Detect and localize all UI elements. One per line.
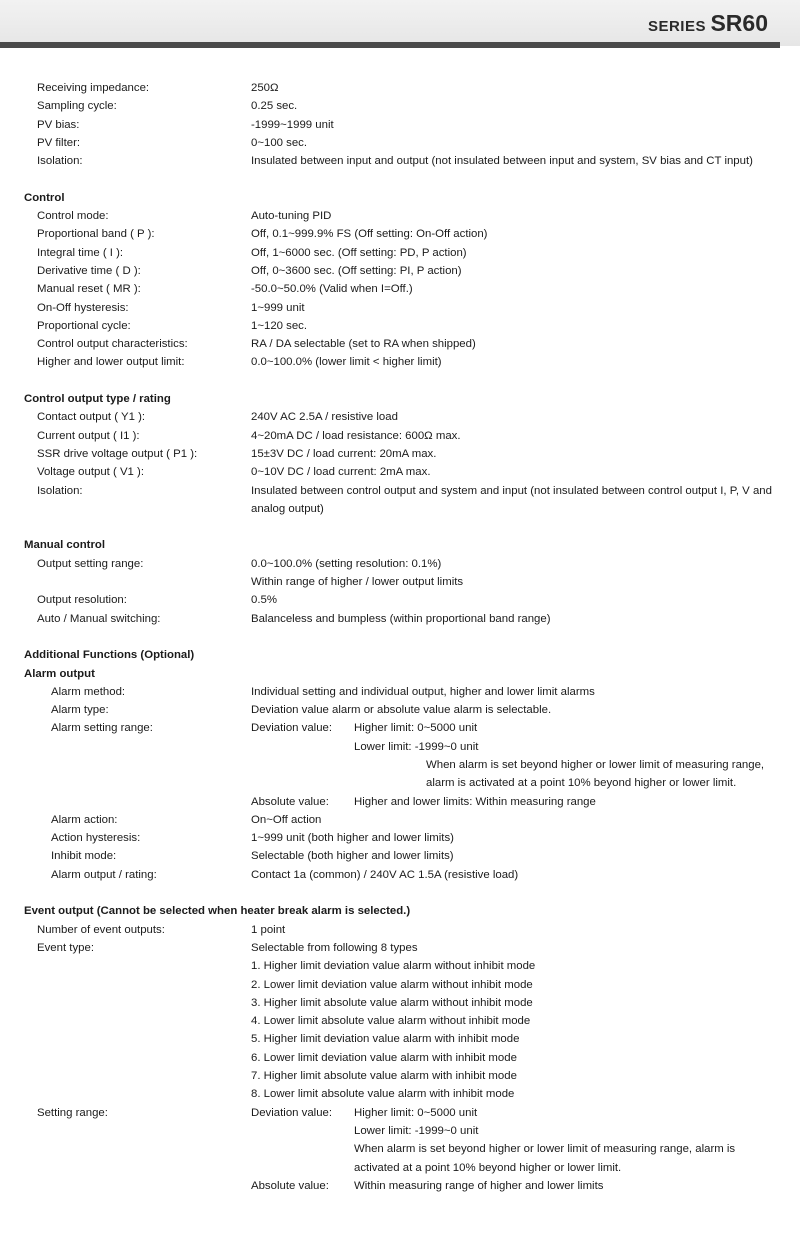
spec-label: Auto / Manual switching: [37,612,161,625]
spec-value: RA / DA selectable (set to RA when shipped) [251,338,476,351]
spec-value [251,555,800,592]
absolute-key: Absolute value: [251,795,329,808]
event-type-item: 7. Higher limit absolute value alarm with inhibit mode [251,1070,517,1083]
spec-label: Contact output ( Y1 ): [37,411,146,424]
event-type-item: 8. Lower limit absolute value alarm with inhibit mode [251,1088,515,1101]
alarm-note: alarm is activated at a point 10% beyond higher or lower limit. [426,777,737,790]
deviation-low: Lower limit: -1999~0 unit [354,1124,479,1137]
spec-label: Setting range: [37,1106,108,1119]
spec-value: Selectable (both higher and lower limits) [251,850,454,863]
spec-row [0,847,800,865]
spec-value: Contact 1a (common) / 240V AC 1.5A (resistive load) [251,868,519,881]
spec-value: Insulated between input and output (not insulated between input and system, SV bias and CT input) [251,155,753,168]
spec-label: Higher and lower output limit: [37,356,185,369]
spec-row [0,1104,800,1195]
spec-label: PV bias: [37,118,80,131]
spec-row [0,262,800,280]
spec-row [0,866,800,884]
spec-row [0,116,800,134]
spec-row [0,408,800,426]
event-type-item: 5. Higher limit deviation value alarm with inhibit mode [251,1033,520,1046]
deviation-low: Lower limit: -1999~0 unit [354,740,479,753]
event-note: When alarm is set beyond higher or lower limit of measuring range, alarm is activated at a point 10% beyond higher or lower limit. [354,1143,736,1174]
spec-value: 0.25 sec. [251,100,298,113]
spec-row [0,701,800,719]
event-type-item: 6. Lower limit deviation value alarm with inhibit mode [251,1051,517,1064]
spec-value: 4~20mA DC / load resistance: 600Ω max. [251,429,461,442]
spec-label: Alarm method: [51,685,126,698]
spec-label: Voltage output ( V1 ): [37,466,145,479]
spec-row [0,152,800,170]
spec-value: 0~100 sec. [251,136,308,149]
spec-value-line: Within range of higher / lower output limits [251,576,464,589]
spec-row [0,427,800,445]
spec-value [251,1104,800,1195]
spec-label: Current output ( I1 ): [37,429,140,442]
spec-row [0,719,800,810]
header-rule [0,42,780,48]
alarm-note: When alarm is set beyond higher or lower limit of measuring range, [426,758,765,771]
spec-value: Off, 0.1~999.9% FS (Off setting: On-Off action) [251,228,488,241]
spec-value: 0~10V DC / load current: 2mA max. [251,466,431,479]
spec-label: Alarm action: [51,813,118,826]
event-type-item: 1. Higher limit deviation value alarm without inhibit mode [251,960,536,973]
spec-row [0,225,800,243]
spec-row [0,207,800,225]
spec-value: -1999~1999 unit [251,118,334,131]
spec-label: Proportional band ( P ): [37,228,155,241]
spec-content [0,79,800,1195]
absolute-value: Within measuring range of higher and lower limits [354,1179,604,1192]
event-type-item: 4. Lower limit absolute value alarm without inhibit mode [251,1015,531,1028]
spec-value: -50.0~50.0% (Valid when I=Off.) [251,283,413,296]
spec-value: 15±3V DC / load current: 20mA max. [251,447,437,460]
series-model: SR60 [710,10,768,36]
section-heading-control: Control [24,191,65,204]
spec-row [0,299,800,317]
spec-label: Alarm setting range: [51,722,153,735]
absolute-subrow [251,1177,778,1195]
spec-label: Control mode: [37,210,109,223]
spec-row [0,317,800,335]
spec-label: Integral time ( I ): [37,246,124,259]
spec-row [0,829,800,847]
spec-label: Output setting range: [37,557,144,570]
spec-row [0,555,800,592]
spec-row [0,811,800,829]
spec-value: 0.0~100.0% (lower limit < higher limit) [251,356,442,369]
event-type-item: 3. Higher limit absolute value alarm without inhibit mode [251,996,533,1009]
spec-value [251,939,800,1104]
spec-value: Auto-tuning PID [251,210,332,223]
spec-value: Insulated between control output and system and input (not insulated between control output I, P, V and analog output) [251,484,772,515]
spec-row [0,335,800,353]
spec-label: Isolation: [37,155,83,168]
spec-value: Balanceless and bumpless (within proportional band range) [251,612,551,625]
spec-label: Alarm type: [51,704,109,717]
event-type-intro: Selectable from following 8 types [251,941,418,954]
deviation-subrow [251,1104,778,1122]
spec-label: Receiving impedance: [37,82,150,94]
spec-value: 1~999 unit (both higher and lower limits) [251,832,454,845]
spec-label: Derivative time ( D ): [37,264,141,277]
spec-row [0,97,800,115]
absolute-value: Higher and lower limits: Within measuring range [354,795,596,808]
spec-label: Proportional cycle: [37,319,131,332]
deviation-key: Deviation value: [251,1106,333,1119]
spec-row [0,591,800,609]
event-type-item: 2. Lower limit deviation value alarm without inhibit mode [251,978,533,991]
spec-value: Off, 1~6000 sec. (Off setting: PD, P action) [251,246,467,259]
spec-value [251,719,800,810]
section-heading-additional: Additional Functions (Optional) [24,649,195,662]
spec-value: On~Off action [251,813,322,826]
spec-row [0,463,800,481]
spec-label: Sampling cycle: [37,100,117,113]
section-heading-output-type: Control output type / rating [24,393,171,406]
section-heading-alarm: Alarm output [24,667,95,680]
deviation-high: Higher limit: 0~5000 unit [354,722,478,735]
spec-label: Output resolution: [37,594,127,607]
spec-row [0,280,800,298]
spec-label: Event type: [37,941,94,954]
deviation-subrow [251,719,778,737]
spec-row [0,79,800,97]
spec-value: 250Ω [251,82,279,94]
spec-label: PV filter: [37,136,81,149]
absolute-key: Absolute value: [251,1179,329,1192]
spec-label: Action hysteresis: [51,832,141,845]
spec-value: Deviation value alarm or absolute value alarm is selectable. [251,704,552,717]
spec-value: Off, 0~3600 sec. (Off setting: PI, P action) [251,264,462,277]
section-heading-event: Event output (Cannot be selected when heater break alarm is selected.) [24,905,411,918]
spec-label: Manual reset ( MR ): [37,283,141,296]
deviation-key: Deviation value: [251,722,333,735]
spec-row [0,244,800,262]
spec-value: 1~999 unit [251,301,305,314]
spec-row [0,683,800,701]
spec-label: Control output characteristics: [37,338,188,351]
spec-value: 0.5% [251,594,277,607]
spec-row [0,610,800,628]
spec-row [0,482,800,519]
spec-value: 1 point [251,923,286,936]
deviation-high: Higher limit: 0~5000 unit [354,1106,478,1119]
section-heading-manual: Manual control [24,539,106,552]
spec-label: Number of event outputs: [37,923,165,936]
absolute-subrow [251,793,778,811]
spec-row [0,445,800,463]
spec-value-line: 0.0~100.0% (setting resolution: 0.1%) [251,557,442,570]
spec-value: 240V AC 2.5A / resistive load [251,411,398,424]
spec-value: 1~120 sec. [251,319,308,332]
spec-label: Inhibit mode: [51,850,117,863]
spec-row [0,353,800,371]
spec-row [0,134,800,152]
spec-label: On-Off hysteresis: [37,301,129,314]
spec-label: SSR drive voltage output ( P1 ): [37,447,198,460]
page-header [0,0,800,46]
spec-row [0,921,800,939]
spec-label: Isolation: [37,484,83,497]
spec-value: Individual setting and individual output, higher and lower limit alarms [251,685,595,698]
series-prefix: SERIES [647,18,706,35]
spec-row [0,939,800,1104]
series-title [648,10,768,37]
spec-label: Alarm output / rating: [51,868,157,881]
